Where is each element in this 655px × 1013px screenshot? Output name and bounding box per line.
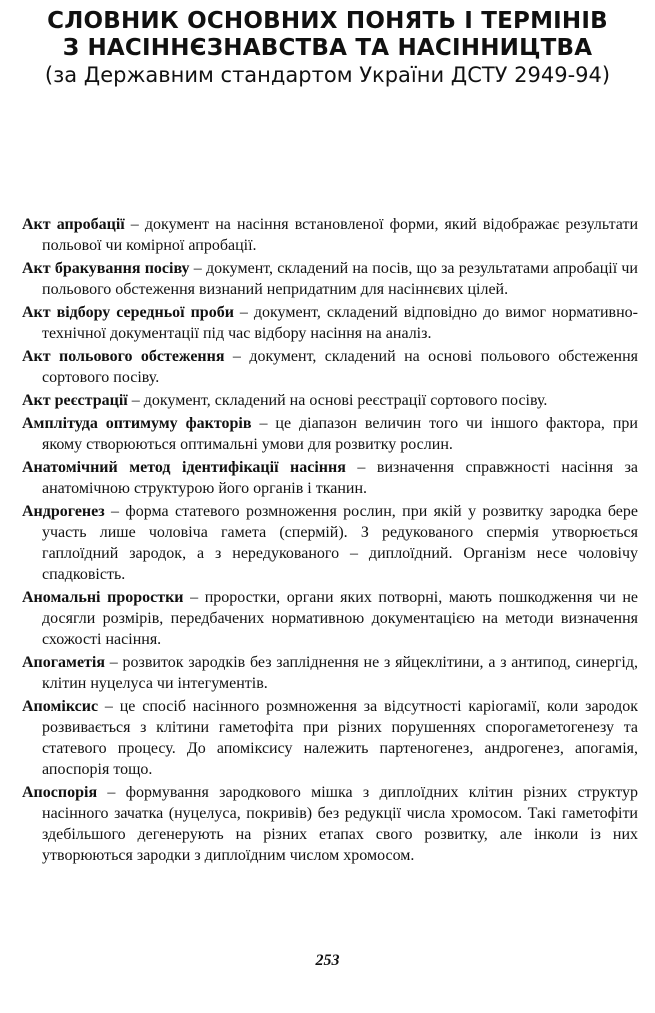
- entry-term: Акт бракування посіву: [22, 260, 190, 277]
- entry-term: Апоміксис: [22, 698, 99, 715]
- glossary-entry: [22, 652, 638, 694]
- entry-definition: – це спосіб насінного розмноження за відсутності каріогамії, коли зародок розвивається з клітини гаметофіта при різних порушеннях спорогаметогенезу та статевого процесу. До апоміксису належить партеногенез, андрогенез, апогамія, апоспорія тощо.: [42, 698, 638, 778]
- page-header: [0, 8, 655, 88]
- entry-definition: – документ, складений відповідно до вимог нормативно-технічної документації під час відбору насіння на аналіз.: [42, 304, 639, 342]
- entry-term: Аномальні проростки: [22, 589, 184, 606]
- glossary-entry: [22, 457, 638, 499]
- entry-term: Апогаметія: [22, 654, 105, 671]
- entry-term: Апоспорія: [22, 784, 98, 801]
- glossary-entry: [22, 782, 638, 866]
- entry-definition: – документ на насіння встановленої форми, який відображає результати польової чи комірної апробації.: [42, 216, 639, 254]
- entry-term: Амплітуда оптимуму факторів: [22, 415, 252, 432]
- entry-term: Анатомічний метод ідентифікації насіння: [22, 459, 346, 476]
- glossary-entry: [22, 346, 638, 388]
- entry-definition: – проростки, органи яких потворні, мають пошкодження чи не досягли розмірів, передбачених нормативною документацією на методи визначення схожості насіння.: [42, 589, 639, 648]
- glossary-entry: [22, 302, 638, 344]
- entry-term: Акт польового обстеження: [22, 348, 225, 365]
- subtitle: (за Державним стандартом України ДСТУ 2949-94): [44, 63, 611, 87]
- entry-term: Акт апробації: [22, 216, 125, 233]
- entry-term: Акт відбору середньої проби: [22, 304, 234, 321]
- page-number: 253: [315, 952, 340, 969]
- glossary-entry: [22, 696, 638, 780]
- entry-definition: – визначення справжності насіння за анатомічною структурою його органів і тканин.: [42, 459, 639, 497]
- entry-definition: – документ, складений на посів, що за результатами апробації чи польового обстеження визнаний непридатним для насіннєвих цілей.: [42, 260, 638, 298]
- glossary-entry: [22, 390, 638, 411]
- entry-definition: – документ, складений на основі реєстрації сортового посіву.: [127, 392, 548, 409]
- entry-definition: – формування зародкового мішка з диплоїдних клітин різних структур насінного зачатка (нуцелуса, покривів) без редукції числа хромосом. Такі гаметофіти здебільшого дегенерують на різних етапах свого розвитку, але інколи із них утворюються зародки з диплоїдним числом хромосом.: [42, 784, 638, 864]
- entry-definition: – форма статевого розмноження рослин, при якій у розвитку зародка бере участь лише чоловіча гамета (спермій). З редукованого спермія утворюється гаплоїдний зародок, а з нередукованого – диплоїдний. Організм несе чоловічу спадковість.: [42, 503, 638, 583]
- glossary-entries: [22, 214, 638, 868]
- entry-definition: – це діапазон величин того чи іншого фактора, при якому створюються оптимальні умови для розвитку рослин.: [42, 415, 638, 453]
- title-line-1: СЛОВНИК ОСНОВНИХ ПОНЯТЬ І ТЕРМІНІВ: [47, 8, 608, 34]
- entry-term: Акт реєстрації: [22, 392, 128, 409]
- entry-term: Андрогенез: [22, 503, 105, 520]
- glossary-entry: [22, 413, 638, 455]
- glossary-entry: [22, 258, 638, 300]
- title-line-2: З НАСІННЄЗНАВСТВА ТА НАСІННИЦТВА: [62, 35, 593, 61]
- entry-definition: – розвиток зародків без запліднення не з яйцеклітини, а з антипод, синергід, клітин нуцелуса чи інтегументів.: [42, 654, 638, 692]
- glossary-entry: [22, 587, 638, 650]
- glossary-entry: [22, 214, 638, 256]
- entry-definition: – документ, складений на основі польового обстеження сортового посіву.: [42, 348, 638, 386]
- glossary-entry: [22, 501, 638, 585]
